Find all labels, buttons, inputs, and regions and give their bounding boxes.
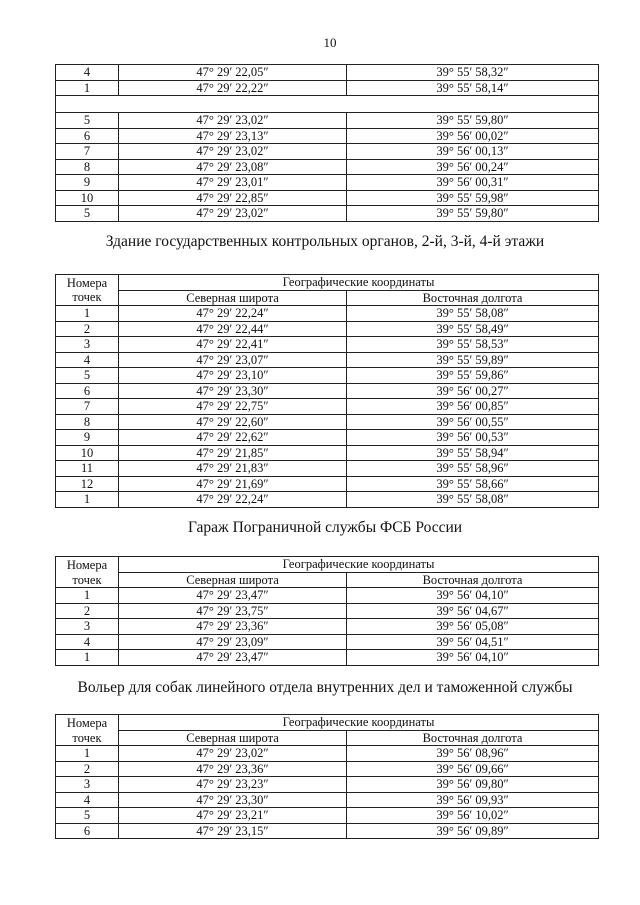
header-row	[56, 715, 599, 731]
table-row	[56, 399, 599, 415]
longitude-cell: 39° 55′ 59,89″	[347, 352, 599, 368]
header-row	[56, 730, 599, 746]
section-title-dog-enclosure: Вольер для собак линейного отдела внутренних дел и таможенной службы	[77, 679, 573, 696]
point-number-cell: 6	[56, 128, 119, 144]
longitude-cell: 39° 55′ 59,98″	[347, 190, 599, 206]
longitude-cell: 39° 56′ 00,85″	[347, 399, 599, 415]
point-number-cell: 4	[56, 792, 119, 808]
longitude-cell: 39° 55′ 58,08″	[347, 492, 599, 508]
latitude-cell: 47° 29′ 23,02″	[119, 746, 347, 762]
longitude-cell: 39° 55′ 58,66″	[347, 476, 599, 492]
latitude-cell: 47° 29′ 23,30″	[119, 383, 347, 399]
point-number-cell: 7	[56, 144, 119, 160]
point-number-cell: 6	[56, 383, 119, 399]
longitude-cell: 39° 55′ 58,08″	[347, 306, 599, 322]
latitude-cell: 47° 29′ 23,13″	[119, 128, 347, 144]
table-row	[56, 619, 599, 635]
latitude-cell: 47° 29′ 23,21″	[119, 808, 347, 824]
latitude-cell: 47° 29′ 23,02″	[119, 206, 347, 222]
header-row	[56, 290, 599, 306]
point-number-cell: 12	[56, 476, 119, 492]
longitude-cell: 39° 55′ 58,49″	[347, 321, 599, 337]
longitude-cell: 39° 56′ 00,55″	[347, 414, 599, 430]
table-row	[56, 476, 599, 492]
longitude-cell: 39° 56′ 04,67″	[347, 603, 599, 619]
point-number-cell: 9	[56, 430, 119, 446]
point-number-cell: 10	[56, 190, 119, 206]
point-number-cell: 6	[56, 823, 119, 839]
header-longitude: Восточная долгота	[347, 290, 599, 306]
longitude-cell: 39° 56′ 00,27″	[347, 383, 599, 399]
table-row	[56, 128, 599, 144]
point-number-cell: 4	[56, 634, 119, 650]
longitude-cell: 39° 56′ 00,02″	[347, 128, 599, 144]
latitude-cell: 47° 29′ 23,02″	[119, 144, 347, 160]
empty-separator-row	[56, 96, 599, 113]
table-row	[56, 321, 599, 337]
latitude-cell: 47° 29′ 22,75″	[119, 399, 347, 415]
longitude-cell: 39° 56′ 04,51″	[347, 634, 599, 650]
table-row	[56, 80, 599, 96]
table-row	[56, 808, 599, 824]
latitude-cell: 47° 29′ 23,36″	[119, 761, 347, 777]
longitude-cell: 39° 56′ 09,93″	[347, 792, 599, 808]
section-title-fsb-garage: Гараж Пограничной службы ФСБ России	[187, 519, 463, 536]
latitude-cell: 47° 29′ 23,10″	[119, 368, 347, 384]
point-number-cell: 1	[56, 650, 119, 666]
latitude-cell: 47° 29′ 21,69″	[119, 476, 347, 492]
latitude-cell: 47° 29′ 22,62″	[119, 430, 347, 446]
coordinates-table-state-control-building	[55, 274, 599, 508]
point-number-cell: 10	[56, 445, 119, 461]
point-number-cell: 2	[56, 603, 119, 619]
point-number-cell: 7	[56, 399, 119, 415]
point-number-cell: 5	[56, 113, 119, 129]
latitude-cell: 47° 29′ 23,23″	[119, 777, 347, 793]
header-coordinates: Географические координаты	[119, 557, 599, 573]
latitude-cell: 47° 29′ 23,09″	[119, 634, 347, 650]
table-row	[56, 588, 599, 604]
table-row	[56, 603, 599, 619]
table-row	[56, 96, 599, 113]
latitude-cell: 47° 29′ 23,07″	[119, 352, 347, 368]
longitude-cell: 39° 56′ 08,96″	[347, 746, 599, 762]
latitude-cell: 47° 29′ 23,30″	[119, 792, 347, 808]
header-row	[56, 275, 599, 291]
table-row	[56, 777, 599, 793]
longitude-cell: 39° 56′ 09,66″	[347, 761, 599, 777]
latitude-cell: 47° 29′ 23,47″	[119, 650, 347, 666]
latitude-cell: 47° 29′ 22,05″	[119, 65, 347, 81]
table-row	[56, 383, 599, 399]
point-number-cell: 1	[56, 588, 119, 604]
header-longitude: Восточная долгота	[347, 572, 599, 588]
latitude-cell: 47° 29′ 22,22″	[119, 80, 347, 96]
longitude-cell: 39° 56′ 04,10″	[347, 588, 599, 604]
latitude-cell: 47° 29′ 22,85″	[119, 190, 347, 206]
table-row	[56, 430, 599, 446]
table-row	[56, 159, 599, 175]
latitude-cell: 47° 29′ 23,47″	[119, 588, 347, 604]
longitude-cell: 39° 55′ 59,86″	[347, 368, 599, 384]
table-row	[56, 492, 599, 508]
table-row	[56, 144, 599, 160]
latitude-cell: 47° 29′ 22,44″	[119, 321, 347, 337]
latitude-cell: 47° 29′ 22,41″	[119, 337, 347, 353]
point-number-cell: 8	[56, 414, 119, 430]
table-row	[56, 823, 599, 839]
point-number-cell: 2	[56, 761, 119, 777]
longitude-cell: 39° 55′ 58,96″	[347, 461, 599, 477]
longitude-cell: 39° 56′ 04,10″	[347, 650, 599, 666]
header-point-number-1: Номера	[56, 715, 119, 731]
latitude-cell: 47° 29′ 23,02″	[119, 113, 347, 129]
longitude-cell: 39° 55′ 59,80″	[347, 113, 599, 129]
table-row	[56, 206, 599, 222]
longitude-cell: 39° 55′ 58,14″	[347, 80, 599, 96]
header-latitude: Северная широта	[119, 290, 347, 306]
point-number-cell: 3	[56, 337, 119, 353]
point-number-cell: 11	[56, 461, 119, 477]
point-number-cell: 4	[56, 352, 119, 368]
longitude-cell: 39° 56′ 00,31″	[347, 175, 599, 191]
table-row	[56, 65, 599, 81]
point-number-cell: 5	[56, 206, 119, 222]
longitude-cell: 39° 55′ 58,94″	[347, 445, 599, 461]
longitude-cell: 39° 55′ 58,53″	[347, 337, 599, 353]
table-row	[56, 175, 599, 191]
table-row	[56, 746, 599, 762]
point-number-cell: 1	[56, 80, 119, 96]
longitude-cell: 39° 56′ 00,13″	[347, 144, 599, 160]
point-number-cell: 9	[56, 175, 119, 191]
coordinates-table-dog-enclosure	[55, 714, 599, 839]
longitude-cell: 39° 56′ 10,02″	[347, 808, 599, 824]
point-number-cell: 2	[56, 321, 119, 337]
header-point-number-2: точек	[56, 572, 119, 588]
table-row	[56, 190, 599, 206]
longitude-cell: 39° 55′ 58,32″	[347, 65, 599, 81]
latitude-cell: 47° 29′ 21,85″	[119, 445, 347, 461]
longitude-cell: 39° 56′ 09,89″	[347, 823, 599, 839]
point-number-cell: 1	[56, 306, 119, 322]
table-row	[56, 368, 599, 384]
point-number-cell: 1	[56, 746, 119, 762]
latitude-cell: 47° 29′ 21,83″	[119, 461, 347, 477]
header-row	[56, 557, 599, 573]
header-latitude: Северная широта	[119, 730, 347, 746]
table-row	[56, 337, 599, 353]
page-number: 10	[323, 35, 337, 50]
table-row	[56, 306, 599, 322]
table-row	[56, 113, 599, 129]
header-longitude: Восточная долгота	[347, 730, 599, 746]
longitude-cell: 39° 56′ 09,80″	[347, 777, 599, 793]
latitude-cell: 47° 29′ 23,15″	[119, 823, 347, 839]
header-row	[56, 572, 599, 588]
latitude-cell: 47° 29′ 22,24″	[119, 492, 347, 508]
section-title-state-control-building: Здание государственных контрольных органов, 2-й, 3-й, 4-й этажи	[105, 233, 545, 250]
point-number-cell: 5	[56, 368, 119, 384]
longitude-cell: 39° 56′ 00,53″	[347, 430, 599, 446]
coordinates-table-fsb-garage	[55, 556, 599, 666]
table-row	[56, 792, 599, 808]
longitude-cell: 39° 56′ 05,08″	[347, 619, 599, 635]
table-row	[56, 352, 599, 368]
header-point-number-1: Номера	[56, 557, 119, 573]
header-point-number: Номера точек	[56, 275, 119, 306]
header-point-number-2: точек	[56, 730, 119, 746]
table-row	[56, 414, 599, 430]
point-number-cell: 3	[56, 777, 119, 793]
longitude-cell: 39° 55′ 59,80″	[347, 206, 599, 222]
header-latitude: Северная широта	[119, 572, 347, 588]
latitude-cell: 47° 29′ 22,24″	[119, 306, 347, 322]
header-coordinates: Географические координаты	[119, 715, 599, 731]
point-number-cell: 1	[56, 492, 119, 508]
table-row	[56, 650, 599, 666]
latitude-cell: 47° 29′ 23,36″	[119, 619, 347, 635]
latitude-cell: 47° 29′ 22,60″	[119, 414, 347, 430]
latitude-cell: 47° 29′ 23,01″	[119, 175, 347, 191]
point-number-cell: 8	[56, 159, 119, 175]
latitude-cell: 47° 29′ 23,08″	[119, 159, 347, 175]
longitude-cell: 39° 56′ 00,24″	[347, 159, 599, 175]
table-row	[56, 634, 599, 650]
latitude-cell: 47° 29′ 23,75″	[119, 603, 347, 619]
point-number-cell: 3	[56, 619, 119, 635]
table-row	[56, 761, 599, 777]
table-row	[56, 461, 599, 477]
coordinates-table-continued	[55, 64, 599, 222]
point-number-cell: 5	[56, 808, 119, 824]
header-coordinates: Географические координаты	[119, 275, 599, 291]
point-number-cell: 4	[56, 65, 119, 81]
table-row	[56, 445, 599, 461]
